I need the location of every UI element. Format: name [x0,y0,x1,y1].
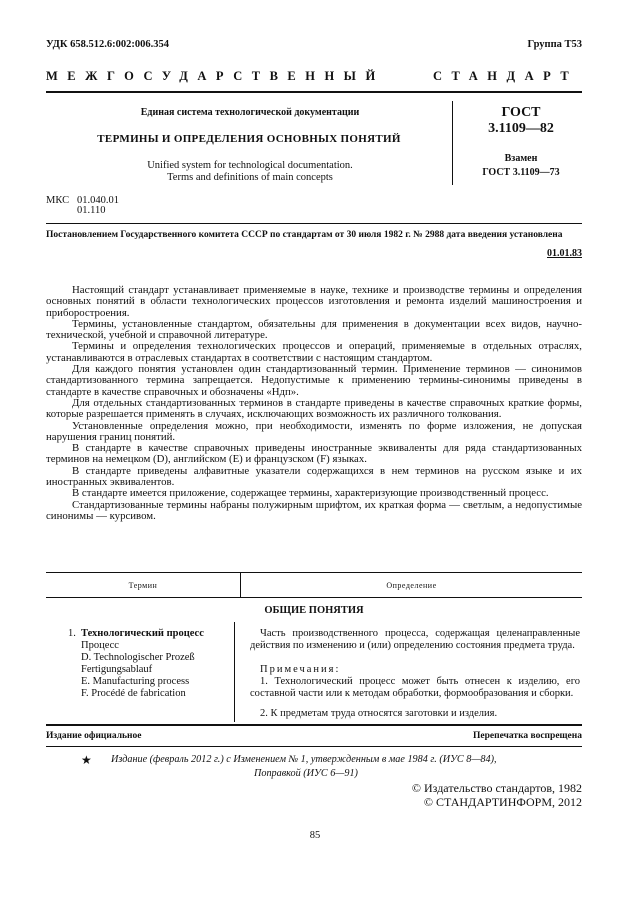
table-header-rule [46,597,582,598]
term-name: Технологический процесс [81,628,204,639]
intro-text [46,285,582,522]
page-number: 85 [309,830,321,841]
intro-paragraph: В стандарте имеется приложение, содержащее термины, характеризующие производственный процесс. [72,487,549,500]
intro-paragraph: Установленные определения можно, при необходимости, изменять по форме изложения, не допуская нарушения границ понятий. [46,419,582,443]
mks-rule [46,223,582,224]
body-column-divider [234,622,235,722]
term-number: 1. [68,628,76,639]
column-header-term: Термин [128,581,158,590]
edition-note-line2: Поправкой (ИУС 6—91) [254,768,358,779]
term-definition: Часть производственного процесса, содержащая целенаправленные действия по изменению и (или) определению состояния предмета труда. [250,628,580,651]
section-heading: ОБЩИЕ ПОНЯТИЯ [264,605,364,616]
term-fr: F. Procédé de fabrication [81,688,186,699]
intro-paragraph: Настоящий стандарт устанавливает применяемые в науке, технике и производстве термины и определения основных понятий в области технологических процессов изготовления и ремонта изделий машиностроения и приборостроения. [46,284,582,319]
intro-paragraph: В стандарте приведены алфавитные указатели содержащихся в нем терминов на русском языке и их иностранных эквивалентов. [46,464,582,489]
note-2: 2. К предметам труда относятся заготовки и изделия. [260,708,498,719]
mks-label: МКС [46,195,70,206]
banner-right: СТАНДАРТ [433,69,579,83]
gost-number: 3.1109—82 [488,121,554,136]
reprint-notice: Перепечатка воспрещена [472,731,582,741]
replaces-number: ГОСТ 3.1109—73 [482,167,560,178]
intro-paragraph: Для каждого понятия установлен один стандартизованный термин. Применение терминов — синонимов стандартизованного термина запрещается. Недопустимые к применению термины-синонимы приведены в стандарте в качестве справочных и обозначены «Ндп». [46,363,582,398]
group-code: Группа Т53 [527,39,582,50]
notes-label: Примечания: [260,664,341,675]
term-short-form: Процесс [81,640,119,651]
title-block-divider [452,101,453,185]
term-de-line1: D. Technologischer Prozeß [81,652,195,663]
mks-code-1: 01.040.01 [77,195,119,206]
copyright-publisher-2012: © СТАНДАРТИНФОРМ, 2012 [423,795,582,809]
intro-paragraph: Термины и определения технологических процессов и операций, применяемые в отдельных отраслях, устанавливаются в отраслевых стандартах в соответствии с настоящим стандартом. [46,340,582,364]
term-de-line2: Fertigungsablauf [81,664,153,675]
table-top-rule [46,572,582,573]
term-en: E. Manufacturing process [81,676,190,687]
gost-label: ГОСТ [501,105,541,120]
intro-paragraph: Термины, установленные стандартом, обязательны для применения в документации всех видов, научно-технической, учебной и справочной литературе. [46,317,582,342]
edition-note-line1: Издание (февраль 2012 г.) с Изменением № 1, утвержденным в мае 1984 г. (ИУС 8—84), [111,754,497,765]
official-edition-label: Издание официальное [46,731,142,741]
star-icon: ★ [81,753,92,767]
column-header-definition: Определение [386,581,437,590]
note-1: 1. Технологический процесс может быть отнесен к изделию, его составной части или к методам обработки, формообразования и сборки. [250,676,580,699]
table-bottom-rule [46,724,582,726]
banner-left: МЕЖГОСУДАРСТВЕННЫЙ [46,69,385,83]
english-title-line1: Unified system for technological documentation. [147,160,353,171]
system-title: Единая система технологической документации [140,107,360,118]
copyright-publisher-1982: © Издательство стандартов, 1982 [411,781,582,795]
intro-paragraph: Для отдельных стандартизованных терминов в стандарте приведены в качестве справочных краткие формы, которые разрешается применять в случаях, исключающих возможность их различного толкования. [46,396,582,421]
intro-paragraph: В стандарте в качестве справочных приведены иностранные эквиваленты для ряда стандартизованных терминов на немецком (D), английском (E) и французском (F) языках. [46,442,582,466]
document-title: ТЕРМИНЫ И ОПРЕДЕЛЕНИЯ ОСНОВНЫХ ПОНЯТИЙ [97,133,401,145]
english-title-line2: Terms and definitions of main concepts [167,172,333,183]
effective-date: 01.01.83 [547,248,582,259]
banner-rule [46,91,582,93]
intro-paragraph: Стандартизованные термины набраны полужирным шрифтом, их краткая форма — светлым, а недопустимые синонимы — курсивом. [46,498,582,522]
header-column-divider [240,572,241,597]
mks-code-2: 01.110 [77,205,106,216]
footer-rule [46,746,582,747]
udk-code: УДК 658.512.6:002:006.354 [46,39,169,50]
decree-text: Постановлением Государственного комитета СССР по стандартам от 30 июля 1982 г. № 2988 дата введения установлена [46,230,563,240]
replaces-label: Взамен [504,153,538,164]
